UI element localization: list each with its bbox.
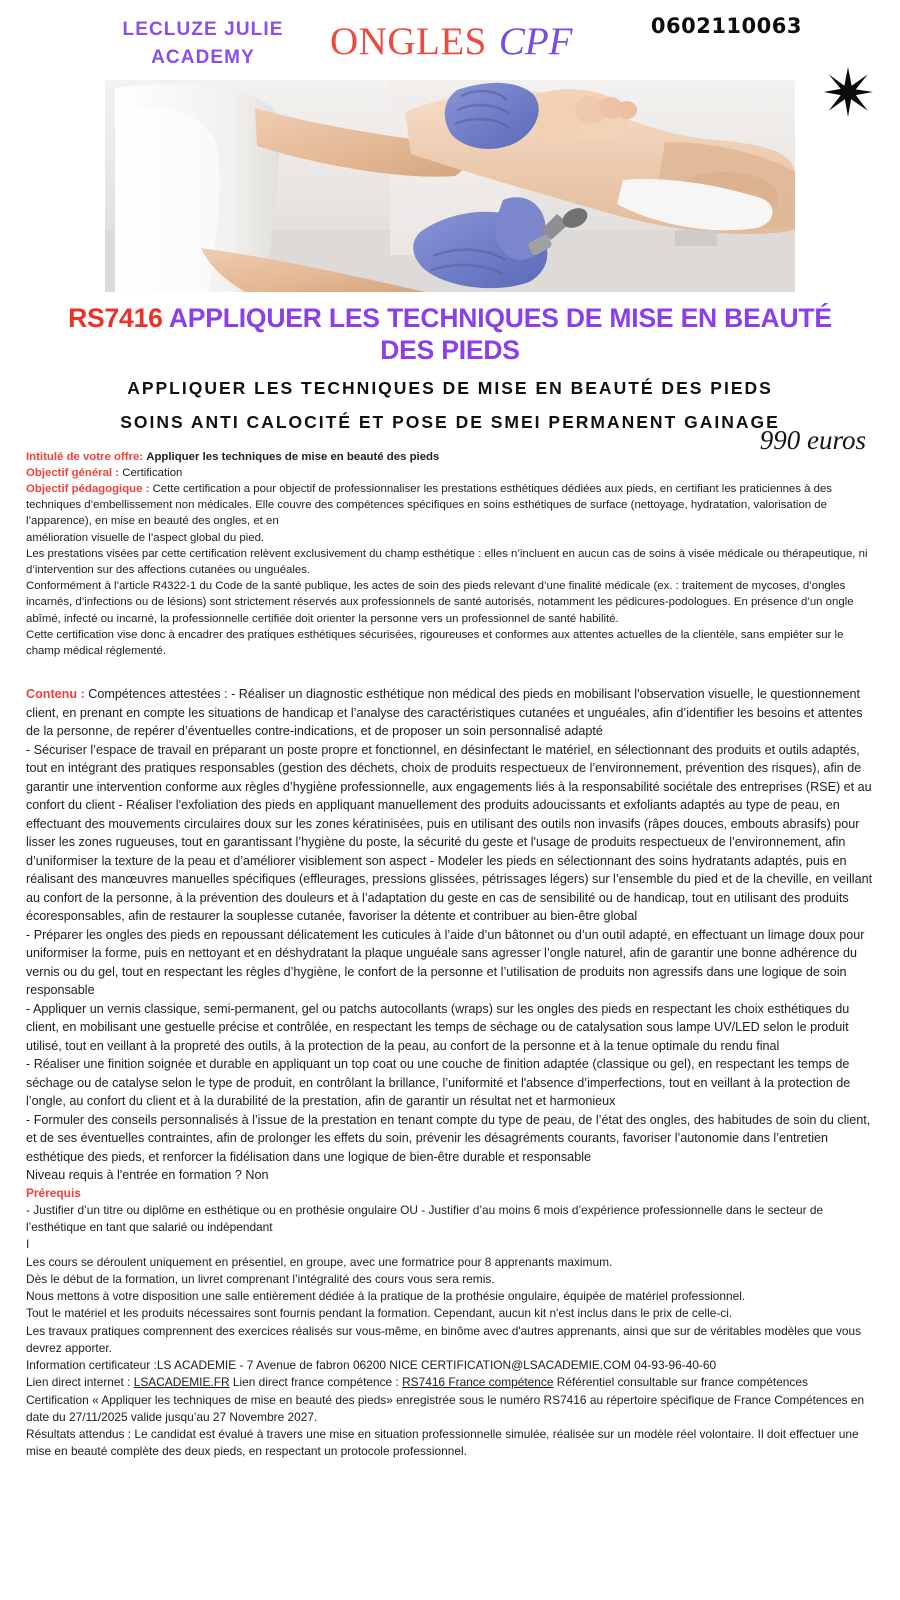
intitule-line bbox=[26, 449, 874, 465]
prerequis-line: Les travaux pratiques comprennent des exercices réalisés sur vous-même, en binôme avec d'autres apprenants, ainsi que sur de véritables modèles que vous devrez apporter. bbox=[26, 1323, 862, 1355]
resultats-attendus-line: Résultats attendus : Le candidat est évalué à travers une mise en situation professionnelle simulée, réalisée sur un modèle réel volontaire. Il doit effectuer une mise en beauté complète des deux pieds, en respectant un protocole professionnel. bbox=[26, 1427, 859, 1459]
phone-number: 0602110063 bbox=[650, 14, 802, 38]
intro-paragraph-encadrer: Cette certification vise donc à encadrer des pratiques esthétiques sécurisées, rigoureuses et conformes aux attentes actuelles de la clientèle, sans empiéter sur le champ médical réglementé. bbox=[26, 628, 844, 657]
brand-line-2: ACADEMY bbox=[151, 46, 255, 68]
contenu-item: - Réaliser une finition soignée et durable en appliquant un top coat ou une couche de finition adaptée (classique ou gel), en respectant les temps de séchage ou de catalyse selon le type de produit, en contrôlant la brillance, l’uniformité et l'absence d’imperfections, tout en veillant à la protection de l’ongle, au confort du client et à la durabilité de la prestation, afin de garantir un résultat net et harmonieux bbox=[26, 1057, 851, 1109]
france-competence-link[interactable]: RS7416 France compétence bbox=[402, 1375, 554, 1390]
info-certificateur-line: Information certificateur :LS ACADEMIE - 7 Avenue de fabron 06200 NICE CERTIFICATION@LSACADEMIE.COM 04-93-96-40-60 bbox=[26, 1358, 717, 1373]
brand-logo bbox=[88, 16, 318, 71]
prerequis-text: - Justifier d’un titre ou diplôme en esthétique ou en prothésie ongulaire OU - Justifier d’au moins 6 mois d’expérience professionnelle dans le secteur de l’esthétique en tant que salarié ou indépendant bbox=[26, 1202, 824, 1235]
link-suffix-text: Référentiel consultable sur france compétences bbox=[553, 1375, 808, 1390]
contenu-item: - Formuler des conseils personnalisés à l’issue de la prestation en tenant compte du type de peau, de l’état des ongles, des habitudes de soin du client, et de ses éventuelles contraintes, afin de prolonger les effets du soin, prévenir les désagréments courants, favoriser l’autonomie dans l’entretien esthétique des pieds, et renforcer la fidélisation dans une logique de bien-être durable et responsable bbox=[26, 1112, 871, 1164]
contenu-lead-text: Compétences attestées : - Réaliser un diagnostic esthétique non médical des pieds en mobilisant l'observation visuelle, le questionnement client, en prenant en compte les situations de handicap et l’analyse des caractéristiques cutanées et unguéales, afin d’identifier les besoins et attentes de la personne, de repérer d’éventuelles contre-indications, et de proposer un soin personnalisé adapté bbox=[26, 687, 863, 739]
intro-paragraph-amelioration: amélioration visuelle de l’aspect global du pied. bbox=[26, 531, 265, 544]
prerequis-line: Les cours se déroulent uniquement en présentiel, en groupe, avec une formatrice pour 8 apprenants maximum. bbox=[26, 1254, 613, 1269]
link-prefix-text: Lien direct internet : bbox=[26, 1375, 134, 1390]
prerequis-line: Nous mettons à votre disposition une salle entièrement dédiée à la pratique de la prothésie ongulaire, équipée de matériel professionnel. bbox=[26, 1289, 746, 1304]
text-caret: I bbox=[26, 1237, 30, 1252]
contenu-section bbox=[26, 685, 874, 1185]
brand-line-1: LECLUZE JULIE bbox=[122, 19, 284, 40]
objectif-general-label: Objectif général : bbox=[26, 466, 120, 479]
prerequis-line: Dès le début de la formation, un livret comprenant l’intégralité des cours vous sera remis. bbox=[26, 1271, 495, 1286]
subtitle-primary: APPLIQUER LES TECHNIQUES DE MISE EN BEAUTÉ DES PIEDS bbox=[127, 377, 773, 398]
contenu-label: Contenu : bbox=[26, 687, 85, 702]
contenu-item: - Préparer les ongles des pieds en repoussant délicatement les cuticules à l’aide d’un bâtonnet ou d’un outil adapté, en effectuant un limage doux pour uniformiser la forme, puis en nettoyant et en déshydratant la plaque unguéale sans agresser l’ongle naturel, afin de garantir une bonne adhérence du vernis ou du gel, tout en respectant les règles d’hygiène, le confort de la personne et l’utilisation de produits non agressifs dans une logique de soin responsable bbox=[26, 927, 865, 998]
sparkle-icon bbox=[822, 66, 874, 118]
intro-section bbox=[26, 449, 874, 659]
page-header bbox=[0, 0, 900, 78]
objectif-general-value: Certification bbox=[122, 466, 183, 479]
prerequis-line: Tout le matériel et les produits nécessaires sont fournis pendant la formation. Cependant, aucun kit n'est inclus dans le prix de celle-ci. bbox=[26, 1306, 733, 1321]
page-title-text: APPLIQUER LES TECHNIQUES DE MISE EN BEAUTÉ DES PIEDS bbox=[168, 303, 832, 366]
contenu-lead-line bbox=[26, 685, 874, 741]
niveau-requis-line: Niveau requis à l'entrée en formation ? Non bbox=[26, 1168, 269, 1183]
wordmark-ongles: ONGLES bbox=[330, 20, 487, 63]
spacer bbox=[26, 659, 874, 685]
link-middle-text: Lien direct france compétence : bbox=[229, 1375, 403, 1390]
intitule-label: Intitulé de votre offre: bbox=[26, 450, 144, 463]
lsacademie-link[interactable]: LSACADEMIE.FR bbox=[133, 1375, 230, 1390]
hero-photo bbox=[105, 80, 795, 292]
document-body bbox=[0, 449, 900, 1461]
prerequis-section bbox=[26, 1185, 874, 1358]
price-label: 990 euros bbox=[759, 425, 866, 455]
intitule-value: Appliquer les techniques de mise en beauté des pieds bbox=[146, 450, 440, 463]
prerequis-label: Prérequis bbox=[26, 1185, 81, 1200]
contenu-item: - Sécuriser l’espace de travail en préparant un poste propre et fonctionnel, en désinfectant le matériel, en sélectionnant des produits et outils adaptés, tout en intégrant des pratiques responsables (gestion des déchets, choix de produits respectueux de l’environnement, prévention des risques), afin de garantir une intervention conforme aux règles d’hygiène professionnelle, aux engagements liés à la responsabilité sociétale des entreprises (RSE) et au confort du client - Réaliser l'exfoliation des pieds en appliquant manuellement des produits adoucissants et exfoliants adaptés au type de peau, en effectuant des mouvements circulaires doux sur les zones kératinisées, puis en utilisant des outils non invasifs (râpes douces, embouts abrasifs) pour lisser les zones rugueuses, tout en garantissant l’hygiène du poste, la sécurité du geste et l'usage de produits respectueux de l’environnement, afin d’uniformiser la texture de la peau et d’améliorer visiblement son aspect - Modeler les pieds en sélectionnant des soins hydratants adaptés, puis en réalisant des manœuvres manuelles spécifiques (effleurages, pressions glissées, pétrissages légers) sur l’ensemble du pied et de la cheville, en veillant au confort de la personne, à la prévention des douleurs et à l’adaptation du geste en cas de sensibilité ou de handicap, tout en utilisant des produits écoresponsables, afin de restaurer la souplesse cutanée, favoriser la détente et contribuer au bien-être global bbox=[26, 742, 873, 924]
links-line bbox=[26, 1374, 874, 1391]
objectif-pedagogique-label: Objectif pédagogique : bbox=[26, 483, 150, 496]
wordmark-cpf: CPF bbox=[498, 20, 573, 63]
contenu-item: - Appliquer un vernis classique, semi-permanent, gel ou patchs autocollants (wraps) sur les ongles des pieds en respectant les choix esthétiques du client, en mobilisant une gestuelle précise et contrôlée, en respectant les temps de séchage ou de catalysation sous lampe UV/LED selon le produit utilisé, tout en veillant à la propreté des outils, à la protection de la peau, au confort de la personne et à la tenue optimale du rendu final bbox=[26, 1001, 850, 1053]
objectif-pedagogique-line bbox=[26, 481, 874, 530]
page-title bbox=[46, 302, 854, 367]
footer-section bbox=[26, 1357, 874, 1461]
intro-paragraph-prestations: Les prestations visées par cette certification relèvent exclusivement du champ esthétique : elles n’incluent en aucun cas de soins à visée médicale ou thérapeutique, ni d’intervention sur des affections cutanées ou unguéales. bbox=[26, 547, 868, 576]
wordmark bbox=[330, 22, 573, 61]
certification-code: RS7416 bbox=[68, 303, 163, 333]
intro-paragraph-conformement: Conformément à l’article R4322-1 du Code de la santé publique, les actes de soin des pieds relevant d’une finalité médicale (ex. : traitement de mycoses, d’ongles incarnés, d’infections ou de lésions) sont strictement réservés aux professionnels de santé autorisés, notamment les pédicures-podologues. En présence d’un ongle abîmé, infecté ou incarné, la professionnelle certifiée doit orienter la personne vers un professionnel de santé habilité. bbox=[26, 580, 854, 625]
objectif-general-line bbox=[26, 465, 874, 481]
objectif-pedagogique-value: Cette certification a pour objectif de professionnaliser les prestations esthétiques dédiées aux pieds, en certifiant les praticiennes à des techniques d’embellissement non médicales. Elle couvre des compétences spécifiques en soins esthétiques de surface (nettoyage, hydratation, valorisation de l’apparence), en mise en beauté des ongles, et en bbox=[26, 483, 832, 528]
subtitle-secondary: SOINS ANTI CALOCITÉ ET POSE DE SMEI PERMANENT GAINAGE bbox=[120, 411, 780, 432]
certification-registry-line: Certification « Appliquer les techniques de mise en beauté des pieds» enregistrée sous le numéro RS7416 au répertoire spécifique de France Compétences en date du 27/11/2025 valide jusqu’au 27 Novembre 2027. bbox=[26, 1392, 865, 1424]
